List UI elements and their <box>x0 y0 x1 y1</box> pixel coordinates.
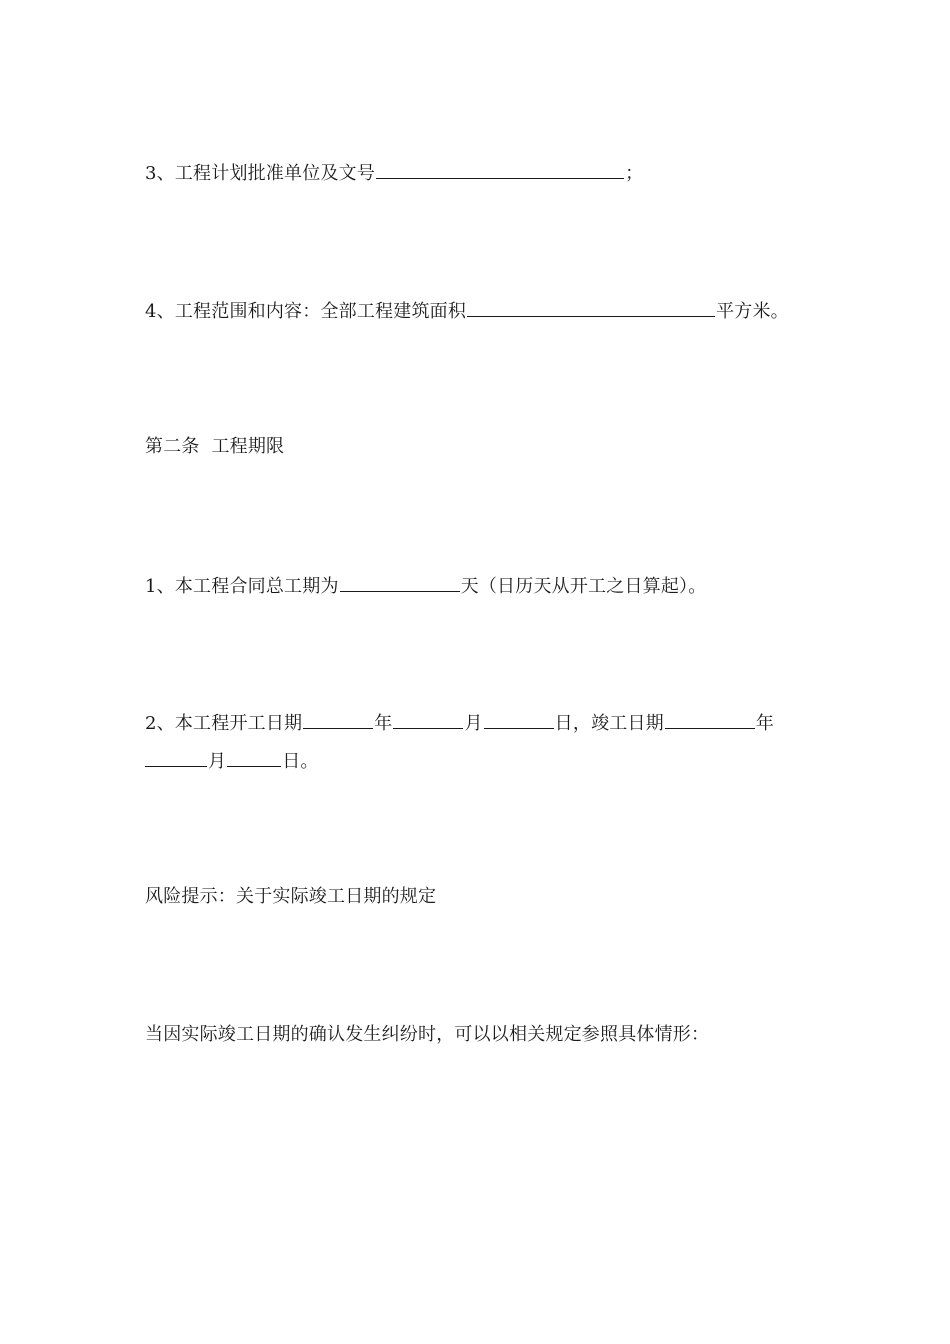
start-year-unit: 年 <box>374 713 393 734</box>
start-year-blank[interactable] <box>303 710 373 729</box>
completion-day-blank[interactable] <box>227 748 281 767</box>
item4-label: 4、工程范围和内容：全部工程建筑面积 <box>145 301 467 322</box>
duration-line <box>145 573 706 599</box>
start-month-unit: 月 <box>464 713 483 734</box>
dispute-paragraph <box>145 1023 709 1047</box>
completion-month-unit: 月 <box>208 751 227 772</box>
total-duration-blank[interactable] <box>340 573 460 592</box>
article2-heading-text: 第二条 工程期限 <box>145 436 285 457</box>
start-month-blank[interactable] <box>393 710 463 729</box>
completion-year-blank[interactable] <box>665 710 755 729</box>
dates-line-2 <box>145 748 319 774</box>
start-day-blank[interactable] <box>484 710 554 729</box>
article2-heading <box>145 435 284 459</box>
risk-title-text: 风险提示：关于实际竣工日期的规定 <box>145 886 437 907</box>
dates-line-1 <box>145 710 774 736</box>
item4-suffix: 平方米。 <box>716 301 789 322</box>
start-day-unit: 日，竣工日期 <box>554 713 664 734</box>
building-area-blank[interactable] <box>467 298 715 317</box>
duration-label: 1、本工程合同总工期为 <box>145 576 339 597</box>
completion-day-unit: 日。 <box>282 751 319 772</box>
approval-number-blank[interactable] <box>376 160 624 179</box>
item3-line <box>145 160 643 186</box>
duration-suffix: 天（日历天从开工之日算起）。 <box>460 576 707 597</box>
completion-year-unit: 年 <box>755 713 775 734</box>
item4-line <box>145 298 789 324</box>
dates-label: 2、本工程开工日期 <box>145 713 303 734</box>
item3-suffix: ； <box>625 163 644 184</box>
item3-label: 3、工程计划批准单位及文号 <box>145 163 376 184</box>
risk-title <box>145 885 436 909</box>
completion-month-blank[interactable] <box>145 748 207 767</box>
dispute-text: 当因实际竣工日期的确认发生纠纷时，可以以相关规定参照具体情形： <box>145 1024 710 1045</box>
